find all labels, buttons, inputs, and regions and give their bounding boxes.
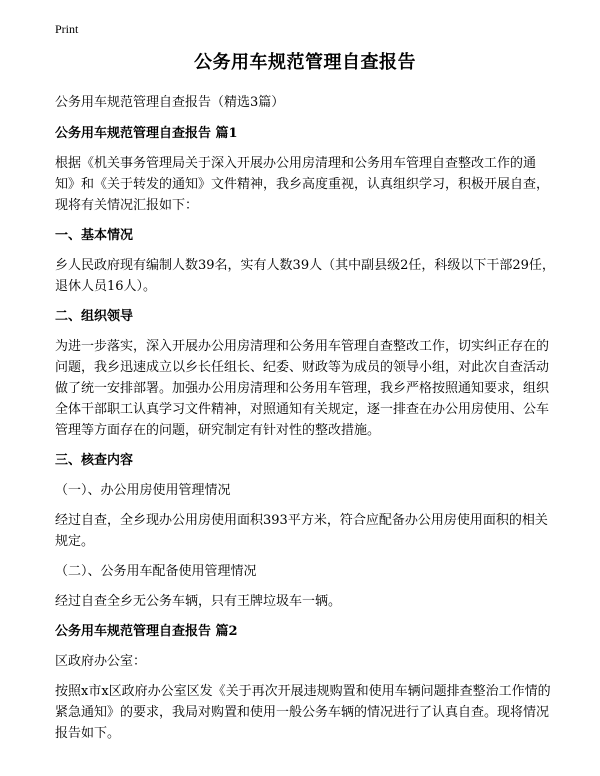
subsection-vehicle-title: （二）、公务用车配备使用管理情况 (55, 564, 257, 579)
subsection-office-text: 经过自查，全乡现办公用房使用面积393平方米，符合应配备办公用房使用面积的相关规定。 (55, 513, 548, 549)
document-body (55, 48, 555, 753)
part1-heading: 公务用车规范管理自查报告 篇1 (55, 126, 238, 141)
section-basic-info-text: 乡人民政府现有编制人数39名，实有人数39人（其中副县级2任，科级以下干部29任，退休人员16人）。 (55, 258, 555, 294)
section-leadership-text: 为进一步落实，深入开展办公用房清理和公务用车管理自查整改工作，切实纠正存在的问题，我乡迅速成立以乡长任组长、纪委、财政等为成员的领导小组，对此次自查活动做了统一安排部署。加强办公用房清理和公务用车管理，我乡严格按照通知要求，组织全体干部职工认真学习文件精神，对照通知有关规定，逐一排查在办公用房使用、公车管理等方面存在的问题，研究制定有针对性的整改措施。 (55, 339, 550, 438)
print-label: Print (55, 22, 79, 36)
part1-intro-paragraph: 根据《机关事务管理局关于深入开展办公用房清理和公务用车管理自查整改工作的通知》和《关于转发的通知》文件精神，我乡高度重视，认真组织学习，积极开展自查，现将有关情况汇报如下： (55, 156, 550, 213)
section-basic-info-title: 一、基本情况 (55, 228, 134, 243)
part2-heading: 公务用车规范管理自查报告 篇2 (55, 624, 238, 639)
document-subtitle: 公务用车规范管理自查报告（精选3篇） (55, 95, 285, 110)
part2-intro-paragraph: 按照x市x区政府办公室区发《关于再次开展违规购置和使用车辆问题排查整治工作情的紧急通知》的要求，我局对购置和使用一般公务车辆的情况进行了认真自查。现将情况报告如下。 (55, 684, 551, 741)
section-review-title: 三、核查内容 (55, 453, 134, 468)
subsection-office-title: （一）、办公用房使用管理情况 (55, 483, 231, 498)
document-title: 公务用车规范管理自查报告 (194, 52, 416, 73)
section-leadership-title: 二、组织领导 (55, 309, 134, 324)
part2-salutation: 区政府办公室： (55, 654, 147, 669)
subsection-vehicle-text: 经过自查全乡无公务车辆，只有王牌垃圾车一辆。 (55, 594, 342, 609)
